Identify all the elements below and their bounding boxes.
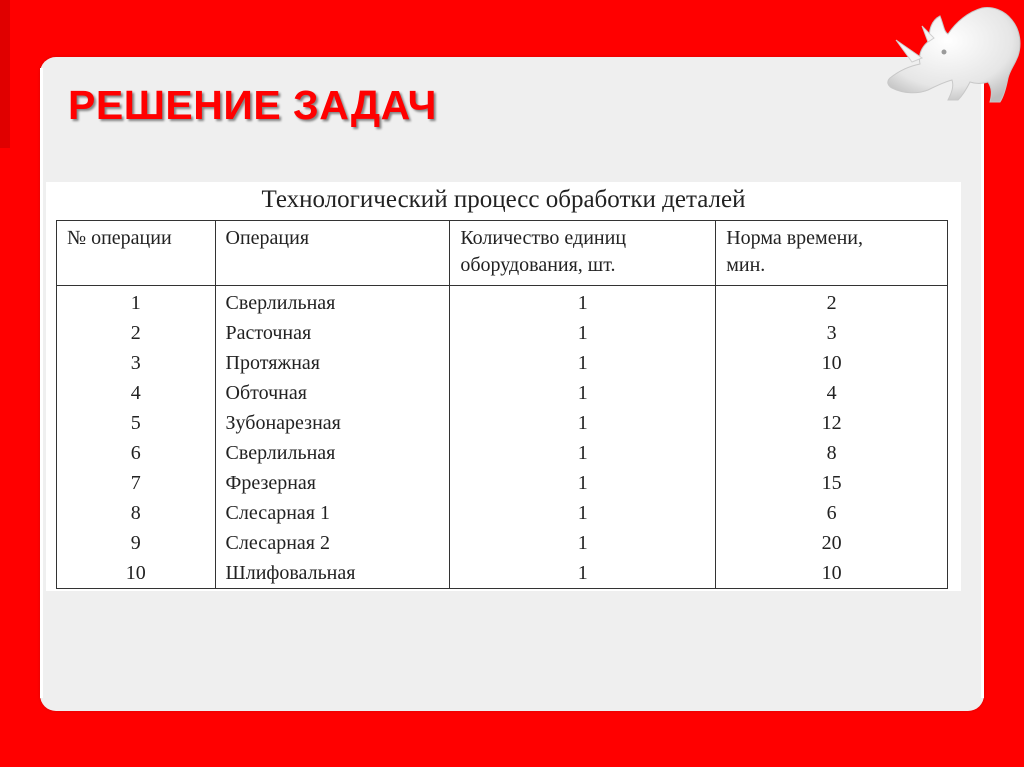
table-row (57, 286, 948, 319)
header-equipment-line1: Количество единиц (460, 227, 627, 249)
time-norm-cell: 6 (716, 498, 948, 528)
header-equipment (450, 221, 716, 286)
op-number-cell: 6 (57, 438, 216, 468)
op-number-cell: 3 (57, 348, 216, 378)
table-row (57, 468, 948, 498)
document-title: Технологический процесс обработки деталей (261, 186, 746, 213)
op-number-cell: 4 (57, 378, 216, 408)
equipment-qty-cell: 1 (450, 348, 716, 378)
operation-name-cell: Слесарная 1 (215, 498, 450, 528)
op-number-cell: 7 (57, 468, 216, 498)
header-op-number: № операции (57, 221, 216, 286)
table-row (57, 438, 948, 468)
operation-name-cell: Сверлильная (215, 438, 450, 468)
equipment-qty-cell: 1 (450, 438, 716, 468)
table-row (57, 498, 948, 528)
op-number-cell: 5 (57, 408, 216, 438)
equipment-qty-cell: 1 (450, 318, 716, 348)
op-number-cell: 8 (57, 498, 216, 528)
header-operation: Операция (215, 221, 450, 286)
time-norm-cell: 10 (716, 348, 948, 378)
time-norm-cell: 15 (716, 468, 948, 498)
time-norm-cell: 10 (716, 558, 948, 589)
time-norm-cell: 20 (716, 528, 948, 558)
left-accent-strip (0, 0, 10, 148)
time-norm-cell: 4 (716, 378, 948, 408)
header-time-norm (716, 221, 948, 286)
equipment-qty-cell: 1 (450, 558, 716, 589)
table-header-row (57, 221, 948, 286)
header-equipment-line2: оборудования, шт. (460, 254, 616, 276)
equipment-qty-cell: 1 (450, 408, 716, 438)
equipment-qty-cell: 1 (450, 286, 716, 319)
equipment-qty-cell: 1 (450, 468, 716, 498)
operation-name-cell: Шлифовальная (215, 558, 450, 589)
operation-name-cell: Сверлильная (215, 286, 450, 319)
time-norm-cell: 3 (716, 318, 948, 348)
equipment-qty-cell: 1 (450, 528, 716, 558)
table-row (57, 408, 948, 438)
equipment-qty-cell: 1 (450, 378, 716, 408)
header-time-line1: Норма времени, (726, 227, 863, 249)
op-number-cell: 2 (57, 318, 216, 348)
operation-name-cell: Фрезерная (215, 468, 450, 498)
operation-name-cell: Зубонарезная (215, 408, 450, 438)
operation-name-cell: Протяжная (215, 348, 450, 378)
header-time-line2: мин. (726, 254, 766, 276)
table-row (57, 378, 948, 408)
operation-name-cell: Расточная (215, 318, 450, 348)
table-row (57, 318, 948, 348)
table-row (57, 348, 948, 378)
op-number-cell: 1 (57, 286, 216, 319)
document-image (46, 182, 961, 591)
op-number-cell: 10 (57, 558, 216, 589)
slide-title: РЕШЕНИЕ ЗАДАЧ (68, 82, 437, 128)
table-row (57, 558, 948, 589)
rhino-logo-icon (882, 0, 1024, 110)
op-number-cell: 9 (57, 528, 216, 558)
time-norm-cell: 12 (716, 408, 948, 438)
equipment-qty-cell: 1 (450, 498, 716, 528)
table-row (57, 528, 948, 558)
operations-table (56, 220, 948, 589)
time-norm-cell: 2 (716, 286, 948, 319)
operation-name-cell: Обточная (215, 378, 450, 408)
operation-name-cell: Слесарная 2 (215, 528, 450, 558)
time-norm-cell: 8 (716, 438, 948, 468)
